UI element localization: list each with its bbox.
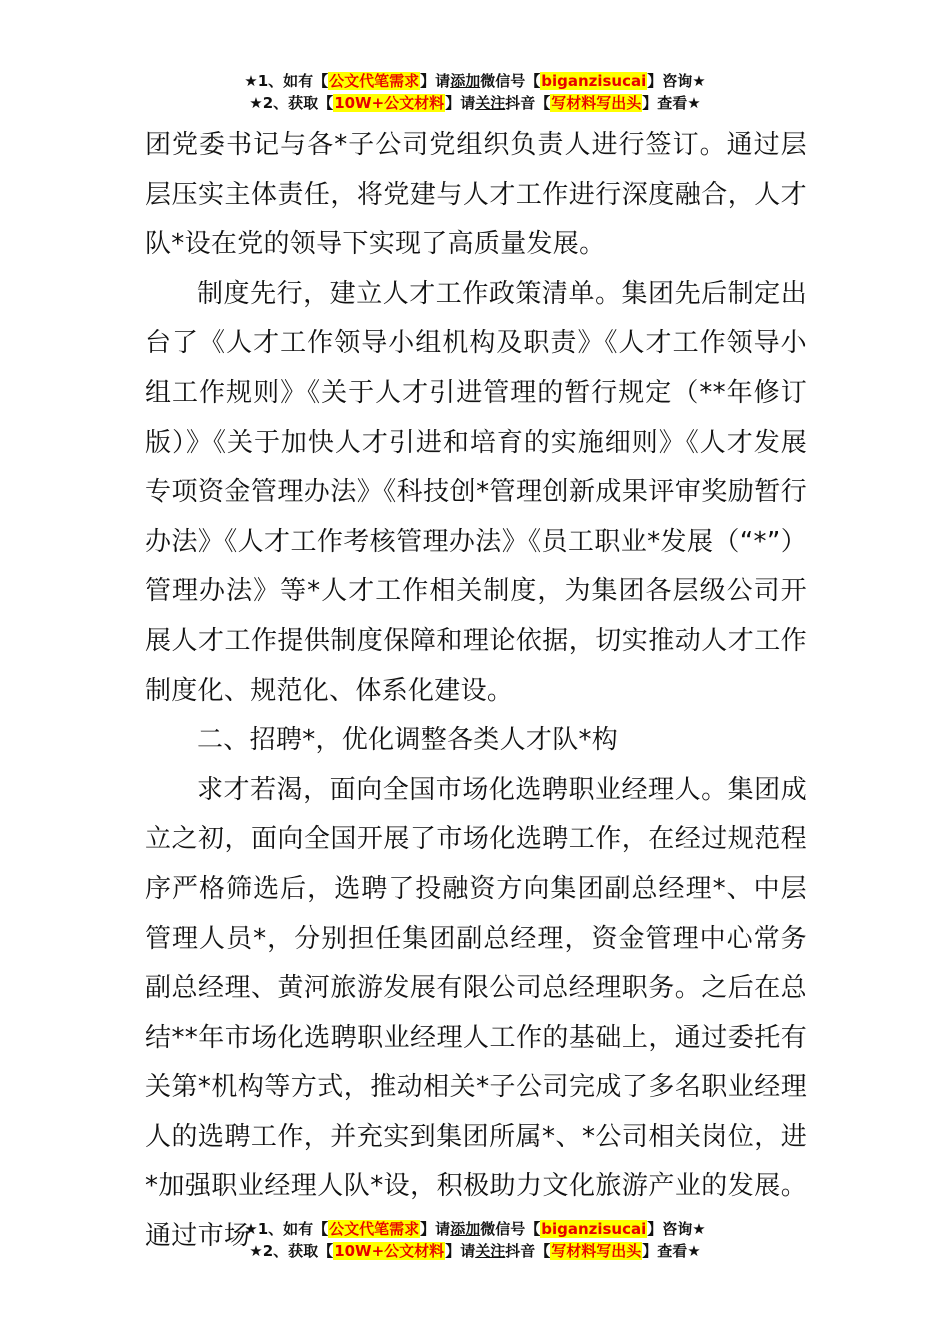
banner-line-2 [0,92,950,114]
banner-text: ★1、如有【 [244,1220,329,1238]
paragraph: 求才若渴，面向全国市场化选聘职业经理人。集团成立之初，面向全国开展了市场化选聘工作，在经过规范程序严格筛选后，选聘了投融资方向集团副总经理*、中层管理人员*，分别担任集团副总经理，资金管理中心常务副总经理、黄河旅游发展有限公司总经理职务。之后在总结**年市场化选聘职业经理人工作的基础上，通过委托有关第*机构等方式，推动相关*子公司完成了多名职业经理人的选聘工作，并充实到集团所属*、*公司相关岗位，进*加强职业经理人队*设，积极助力文化旅游产业的发展。通过市场 [145,774,807,1252]
banner-text: 】咨询★ [647,1220,706,1238]
banner-highlight: biganzisucai [541,72,647,90]
banner-text: 】咨询★ [647,72,706,90]
banner-text: 】请 [445,94,476,112]
banner-text: 微信号【 [480,1220,541,1238]
banner-highlight: 写材料写出头 [551,94,642,112]
banner-line-1 [0,70,950,92]
banner-text: 】查看★ [642,94,701,112]
banner-underlined: 关注 [475,1242,506,1260]
banner-text: 】请 [420,1220,451,1238]
paragraph: 制度先行，建立人才工作政策清单。集团先后制定出台了《人才工作领导小组机构及职责》《人才工作领导小组工作规则》《关于人才引进管理的暂行规定（**年修订版）》《关于加快人才引进和培育的实施细则》《人才发展专项资金管理办法》《科技创*管理创新成果评审奖励暂行办法》《人才工作考核管理办法》《员工职业*发展（“*”）管理办法》等*人才工作相关制度，为集团各层级公司开展人才工作提供制度保障和理论依据，切实推动人才工作制度化、规范化、体系化建设。 [145,278,807,706]
banner-highlight: biganzisucai [541,1220,647,1238]
banner-underlined: 添加 [450,72,481,90]
banner-highlight: 10W+公文材料 [334,1242,445,1260]
banner-highlight: 写材料写出头 [551,1242,642,1260]
banner-highlight: 公文代笔需求 [329,1220,420,1238]
paragraph-continued: 团党委书记与各*子公司党组织负责人进行签订。通过层层压实主体责任，将党建与人才工作进行深度融合，人才队*设在党的领导下实现了高质量发展。 [145,130,807,260]
banner-highlight: 公文代笔需求 [329,72,420,90]
document-body [145,121,807,1262]
banner-underlined: 关注 [475,94,506,112]
banner-underlined: 添加 [450,1220,481,1238]
banner-text: ★2、获取【 [249,1242,334,1260]
banner-text: ★2、获取【 [249,94,334,112]
banner-line-1 [0,1218,950,1240]
banner-text: 抖音【 [505,94,551,112]
header-banner [0,70,950,114]
banner-line-2 [0,1240,950,1262]
banner-text: ★1、如有【 [244,72,329,90]
banner-text: 抖音【 [505,1242,551,1260]
banner-highlight: 10W+公文材料 [334,94,445,112]
banner-text: 】请 [420,72,451,90]
banner-text: 】请 [445,1242,476,1260]
banner-text: 】查看★ [642,1242,701,1260]
footer-banner [0,1218,950,1262]
section-heading: 二、招聘*，优化调整各类人才队*构 [197,725,619,756]
banner-text: 微信号【 [480,72,541,90]
